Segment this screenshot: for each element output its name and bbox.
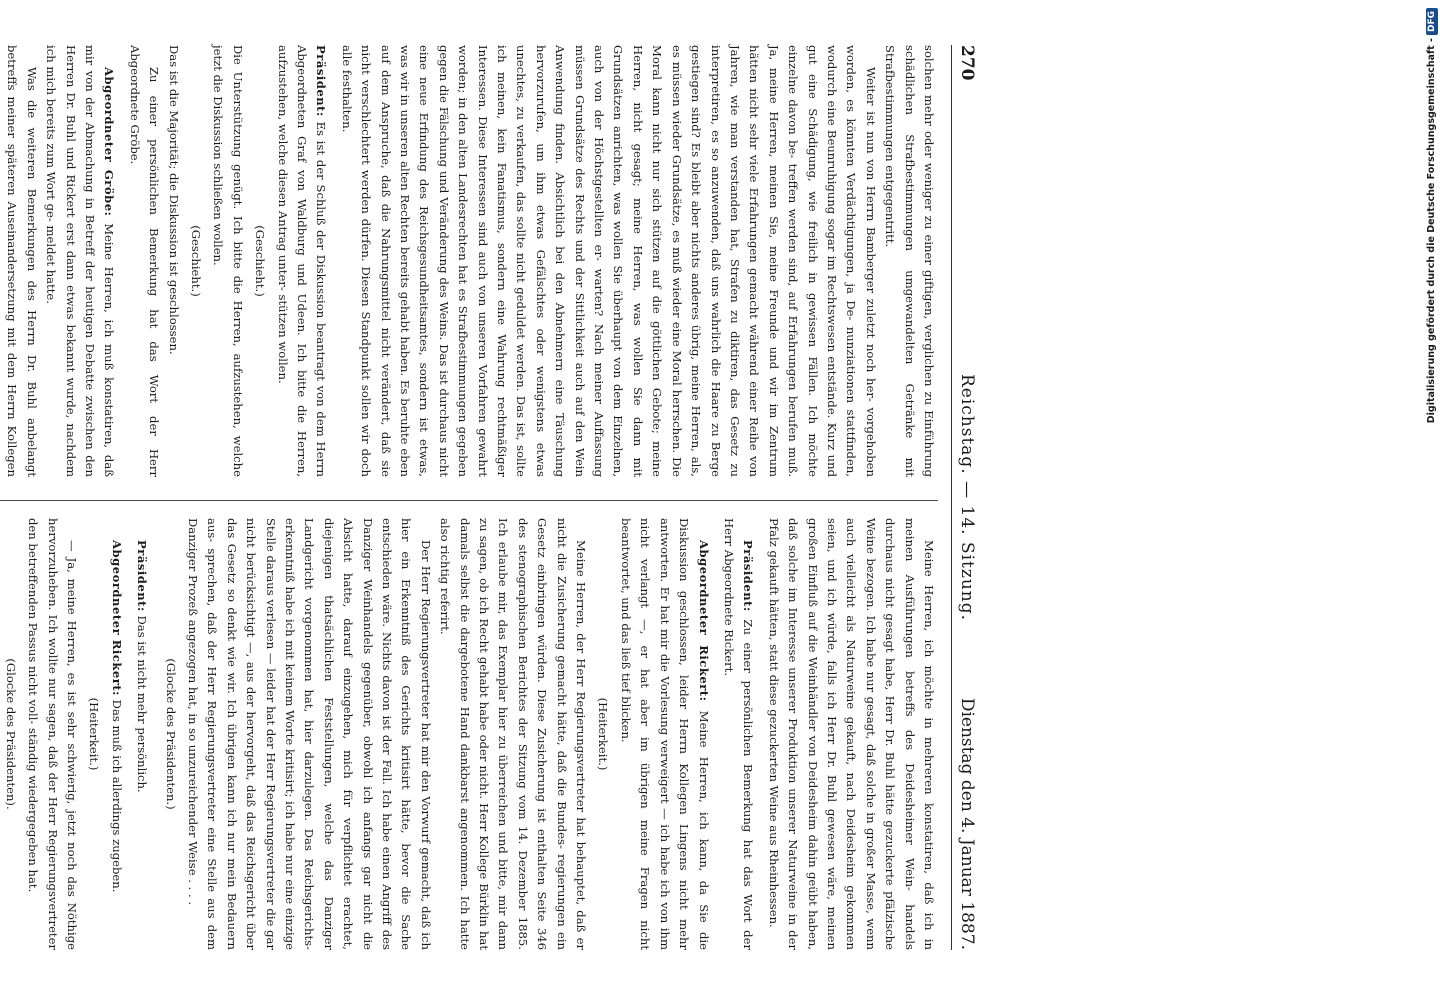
dfg-logo: DFG	[1426, 8, 1438, 35]
paragraph-spacer	[151, 518, 157, 950]
paragraph-text: (Heiterkeit.)	[87, 697, 102, 771]
page-number: 270	[957, 45, 977, 81]
stage-direction	[0, 518, 19, 950]
paragraph-text: Meine Herren, ich möchte in mehreren konstatiren, daß ich in meinen Ausführungen betreffs des Deidesheimer Wein- handels durchaus nicht gesagt habe, Herr Dr. Buhl hätte gezuckerte pfälzische Weine bezogen. Ich habe nur gesagt, daß solche in großer Masse, wenn auch vielleicht als Naturweine gekauft, nach Deidesheim gekommen seien, und ich würde, falls ich Herr Dr. Buhl gewesen wäre, meinen großen Einfluß auf die Weinhändler von Deidesheim dahin geübt haben, daß solche im Interesse unserer Produktion unserer Naturweine in der Pfalz gekauft hätten, statt diese gezuckerten Weine aus Rheinhessen.	[766, 518, 936, 950]
paragraph-text: (Glocke des Präsidenten.)	[163, 658, 178, 810]
paragraph-text: solchen mehr oder weniger zu einer giftigen, verglichen zu Einführung schädlichen Strafbestimmungen umgewandelten Getränke mit Strafbestimmungen entgegentritt.	[883, 45, 936, 477]
paragraph-text: Meine Herren, ich muß konstatiren, daß mir von der Abmachung in Betreff der heutigen Debatte zwischen den Herren Dr. Buhl und Rickert erst dann etwas bekannt wurde, nachdem ich mich bereits zum Wort ge- meldet hatte.	[44, 45, 117, 477]
paragraph-text: Das ist nicht mehr persönlich.	[135, 615, 150, 793]
speaker-name: Präsident:	[314, 45, 329, 117]
digitization-credit	[1408, 8, 1437, 582]
paragraph	[106, 518, 125, 950]
paragraph	[132, 518, 151, 950]
paragraph-text: Es ist der Schluß der Diskussion beantragt von dem Herrn Abgeordneten Graf von Waldburg und Udeen. Ich bitte die Herren, aufzustehen, welche diesen Antrag unter- stützen wollen.	[275, 45, 329, 477]
session-date: Dienstag den 4. Januar 1887.	[957, 697, 977, 950]
paragraph-text: (Glocke des Präsidenten).	[3, 658, 18, 810]
speaker-name: Präsident:	[741, 540, 756, 612]
paragraph-text: Was die weiteren Bemerkungen des Herrn Dr. Buhl anbelangt betreffs meiner späteren Auseinandersetzung mit dem Herrn Kollegen	[5, 45, 39, 477]
paragraph-text: Zu einer persönlichen Bemerkung hat das Wort der Herr Abgeordnete Rickert.	[721, 518, 756, 950]
paragraph-text: Meine Herren, der Herr Regierungsvertreter hat behauptet, daß er nicht die Zusicherung gemacht hätte, daß die Bundes- regierungen ein Gesetz einbringen würden. Diese Zusicherung ist enthalten Seite 346 des stenographischen Berichtes der Sitzung vom 14. Dezember 1885. Ich erlaube mir, das Exemplar hier zu überreichen und bitte, mir dann zu sagen, ob ich Recht gehabt habe oder nicht. Herr Kollege Bürklin hat damals selbst die dargebotene Hand dankbarst angenommen. Ich hatte also richtig referirt.	[438, 518, 589, 950]
page-header	[951, 45, 982, 950]
stage-direction	[160, 518, 179, 950]
paragraph-text: (Heiterkeit.)	[596, 697, 611, 771]
paragraph	[763, 518, 938, 950]
stage-direction	[186, 45, 205, 477]
paragraph	[616, 518, 713, 950]
paragraph	[272, 45, 330, 477]
paragraph-text: Zu einer persönlichen Bemerkung hat das Wort der Herr Abgeordnete Gröbe.	[127, 45, 162, 477]
stage-direction	[593, 518, 612, 950]
speaker-name: Präsident:	[135, 540, 150, 612]
paragraph	[124, 45, 163, 477]
stage-direction	[250, 45, 269, 477]
stage-direction	[84, 518, 103, 950]
paragraph-text: (Geschieht.)	[188, 225, 203, 297]
column-divider	[0, 500, 938, 501]
paragraph	[880, 45, 938, 477]
paragraph-text: — Ja, meine Herren, es ist sehr schwierig, jetzt noch das Nöthige hervorzuheben. Ich wollte nur sagen, daß der Herr Regierungsvertreter den betreffenden Passus nicht voll- ständig wiedergegeben hat.	[26, 518, 79, 950]
paragraph-text: Das muß ich allerdings zugeben.	[109, 699, 124, 893]
paragraph	[336, 45, 879, 477]
paragraph-text: (Geschieht.)	[253, 225, 268, 297]
paragraph	[719, 518, 758, 950]
credit-text: Digitalisierung gefördert durch die Deutsche Forschungsgemeinschaft -	[1426, 38, 1437, 424]
paragraph-text: Das ist die Majorität; die Diskussion ist geschlossen.	[166, 45, 181, 355]
paragraph-spacer	[126, 518, 132, 950]
paragraph-text: Weiter ist nun von Herrn Bamberger zuletzt noch her- vorgehoben worden, es könnten Verdächtigungen, ja De- nunziationen stattfinden, wodurch eine Beunruhigung sogar im Rechtswesen entstände. Kurz und gut eine Schädigung, wie freilich in gewissen Fällen. Ich möchte einzelne davon be- treffen werden sind, auf Erfahrungen berufen muß. Ja, meine Herren, meinen Sie, meine Freunde und wir im Zentrum hätten nicht sehr viele Erfahrungen gemacht während einer Reihe von Jahren, wie man verstanden hat, Strafen zu diktiren, das Gesetz zu interpretiren, es so anzuwenden, daß uns wahrlich die Haare zu Berge gestiegen sind? Es bleibt aber nichts anderes übrig, meine Herren, als, es müssen wieder Grundsätze, es muß wieder eine Moral herrschen. Die Moral kann nicht nur sich stützen auf die göttlichen Gebote; meine Herren, nicht gesagt; meine Herren, was wollen Sie dann mit Grundsätzen anrichten, was wollen Sie überhaupt von dem Einzelnen, auch von der Höchstgestellten er- warten? Nach meiner Auffassung müssen Grundsätze des Rechts und der Sittlichkeit auch auf den Wein Anwendung finden. Absichtlich bei den Abnehmern eine Täuschung hervorzurufen, um ihm etwas Gefälschtes oder wenigstens etwas unechtes, zu verkaufen, das sollte nicht geduldet werden. Das ist, sollte ich meinen, kein Fanatismus, sondern eine Wahrung rechtmäßiger Interessen. Diese Interessen sind auch von unseren Vorfahren gewahrt worden; in den alten Landesrechten hat es Strafbestimmungen gegeben gegen die Fälschung und Veränderung des Weins. Das ist durchaus nicht eine neue Erfindung des Reichsgesundheitsamtes, sondern ist etwas, was wir in unseren alten Rechten bereits gehabt haben. Es beruhte eben auf dem Anspruche, daß die Nahrungsmittel nicht verändert, daß sie nicht verschlechtert werden dürfen. Diesen Standpunkt sollen wir doch alle festhalten.	[339, 45, 878, 477]
paragraph-text: Die Unterstützung genügt. Ich bitte die Herren, aufzustehen, welche jetzt die Diskussion schließen wollen.	[211, 45, 245, 477]
speaker-name: Abgeordneter Rickert:	[109, 540, 124, 696]
paragraph-text: Meine Herren, ich kann, da Sie die Diskussion geschlossen, leider Herrn Kollegen Lingens nicht mehr antworten. Er hat mir die Vorlesung verweigert — ich habe ich von ihm nicht verlangt —, er hat aber im übrigen meine Fragen nicht beantwortet, und das ließ tief blicken.	[618, 518, 711, 951]
speaker-name: Abgeordneter Rickert:	[696, 540, 711, 702]
paragraph	[183, 518, 435, 950]
left-text-column	[0, 45, 938, 477]
paragraph	[0, 45, 41, 477]
running-title: Reichstag. — 14. Sitzung.	[957, 373, 977, 622]
paragraph	[208, 45, 247, 477]
speaker-name: Abgeordneter Gröbe:	[102, 67, 117, 217]
paragraph	[23, 518, 81, 950]
paragraph-text: Der Herr Regierungsvertreter hat mir den Vorwurf gemacht, daß ich hier ein Erkenntniß des Gerichts kritisirt hätte, bevor die Sache entschieden wäre. Nichts davon ist der Fall. Ich habe einen Angriff des Danziger Weinhandels gegenüber, obwohl ich anfangs gar nicht die Absicht hatte, darauf einzugehen, mich für verpflichtet erachtet, diejenigen thatsächlichen Feststellungen, welche das Danziger Landgericht vorgenommen hat, hier darzulegen. Das Reichsgerichts- erkenntniß habe ich mit keinem Worte kritisirt; ich habe nur eine einzige Stelle daraus verlesen — leider hat der Herr Regierungsvertreter die gar nicht berücksichtigt —, aus der hervorgeht, daß das Reichsgericht über das Gesetz so denkt wie wir. Ich übrigen kann ich nur mein Bedauern aus- sprechen, daß der Herr Regierungsvertreter eine Stelle aus dem Danziger Prozeß angezogen hat, in so unzureichender Weise . . . .	[185, 518, 433, 950]
right-text-column	[0, 518, 938, 950]
paragraph	[41, 45, 119, 477]
paragraph	[163, 45, 182, 477]
paragraph	[435, 518, 590, 950]
